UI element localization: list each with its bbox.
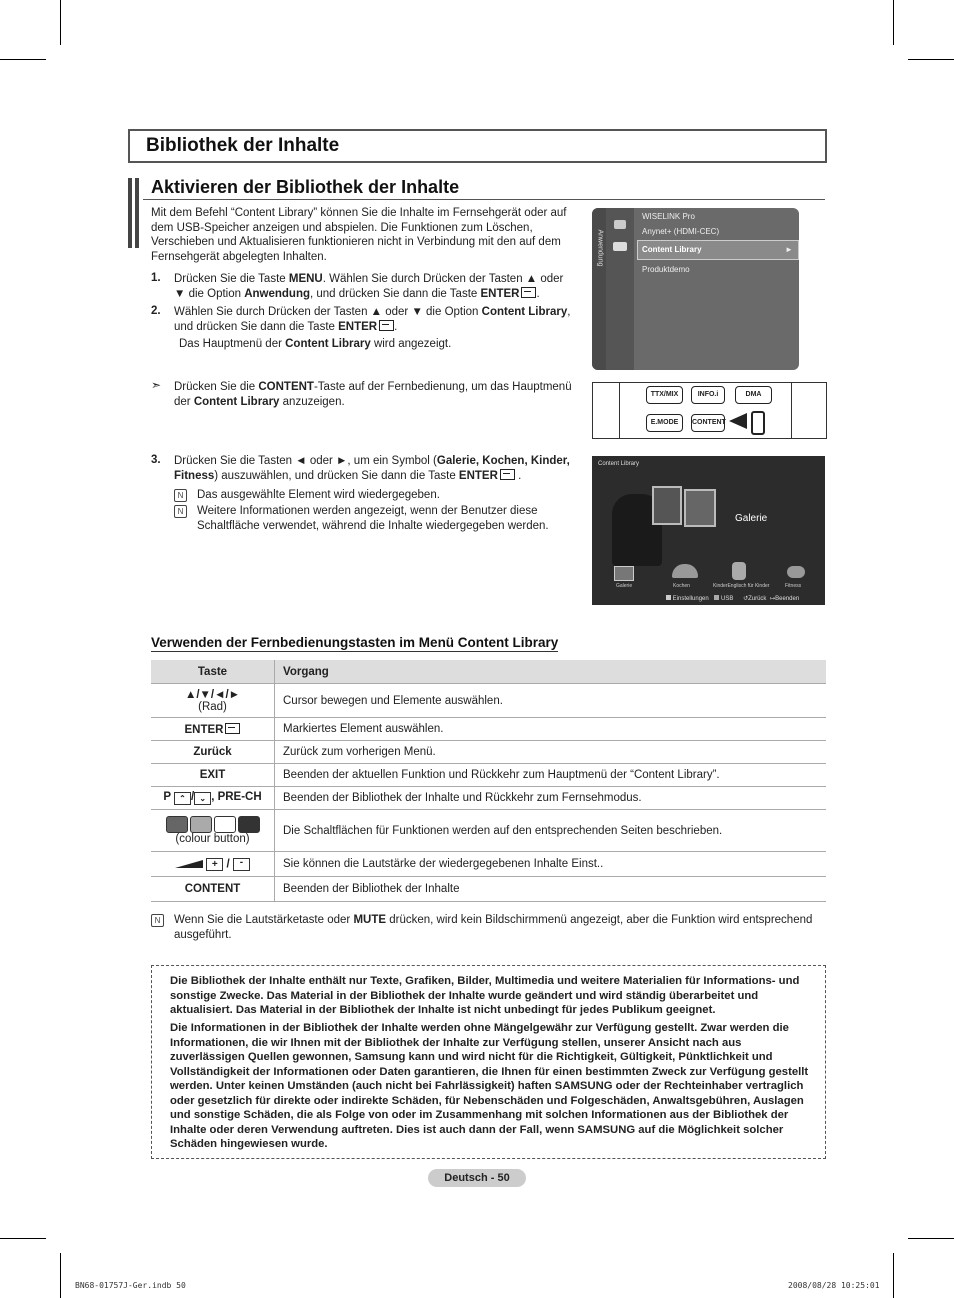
step-3-text: Drücken Sie die Tasten ◄ oder ►, um ein Symbol (Galerie, Kochen, Kinder, Fitness) auszuwählen, und drücken Sie dann die Taste ENTER . — [174, 455, 570, 482]
red-button-icon — [166, 816, 188, 833]
disclaimer-paragraph: Die Bibliothek der Inhalte enthält nur Texte, Grafiken, Bilder, Multimedia und weitere Materialien für Informations- und sonstige Zwecke. Das Material in der Bibliothek der Inhalte wurde geändert und wird ständig überarbeitet und aktualisiert. Das Material in der Bibliothek der Inhalte ist nicht unbedingt für jedes Publikum geeignet. — [170, 975, 800, 1016]
mute-note: N Wenn Sie die Lautstärketaste oder MUTE drücken, wird kein Bildschirmmenü angezeigt, aber die Funktion wird entsprechend ausgeführt. — [151, 913, 826, 928]
menu-arrow-icon: ► — [785, 245, 793, 254]
blue-square-icon — [714, 595, 719, 600]
info-button[interactable]: INFO.i — [691, 386, 725, 404]
return-icon: ↺ — [743, 596, 749, 602]
imprint-right: 2008/08/28 10:25:01 — [788, 1281, 880, 1290]
value-cell: Sie können die Lautstärke der wiedergegebenen Inhalte Einst.. — [275, 852, 827, 877]
note-item: N Das ausgewählte Element wird wiedergegeben. — [174, 488, 578, 503]
remote-key-table — [151, 660, 826, 902]
crop-mark — [0, 1238, 46, 1239]
step-number: 2. — [151, 305, 161, 317]
table-row — [151, 852, 826, 877]
section-divider — [143, 199, 825, 200]
note-icon: N — [174, 505, 187, 518]
enter-icon — [379, 320, 394, 331]
pointer-arrow-icon — [729, 413, 747, 429]
key-cell: EXIT — [151, 764, 275, 787]
section-title: Aktivieren der Bibliothek der Inhalte — [151, 177, 460, 197]
remote-control-illustration — [592, 382, 827, 439]
fitness-icon[interactable] — [787, 566, 805, 578]
gallery-frame-image — [684, 489, 716, 527]
key-cell: CONTENT — [151, 877, 275, 902]
key-cell: ▲/▼/◄/► (Rad) — [151, 684, 275, 718]
anwendung-menu-screenshot — [592, 208, 799, 370]
enter-icon — [521, 287, 536, 298]
menu-item[interactable]: WISELINK Pro — [642, 212, 695, 221]
cl-icon-label: KinderEnglisch für Kinder — [713, 583, 770, 589]
crop-mark — [908, 1238, 954, 1239]
key-cell: (colour button) — [151, 810, 275, 852]
menu-side-label: Anwendung — [596, 229, 604, 267]
green-button-icon — [190, 816, 212, 833]
blue-button-icon — [238, 816, 260, 833]
colour-buttons — [159, 816, 266, 833]
cl-bottom-bar: Einstellungen USB ↺Zurück ↦Beenden — [666, 595, 799, 602]
imprint-left: BN68-01757J-Ger.indb 50 — [75, 1281, 186, 1290]
step-number: 3. — [151, 454, 161, 466]
note-icon: N — [174, 489, 187, 502]
table-header-row — [151, 660, 826, 684]
table-row — [151, 764, 826, 787]
channel-down-icon: ⌄ — [194, 792, 211, 805]
table-row — [151, 787, 826, 810]
cl-header: Content Library — [598, 461, 640, 467]
value-cell: Cursor bewegen und Elemente auswählen. — [275, 684, 827, 718]
value-cell: Beenden der Bibliothek der Inhalte — [275, 877, 827, 902]
disclaimer-paragraph: Die Informationen in der Bibliothek der Inhalte werden ohne Mängelgewähr zur Verfügung gestellt. Zwar werden die Informationen, die wir Ihnen mit der Bibliothek der Inhalte zur Verfügung stellen, unserer Ansicht nach aus zuverlässigen Quellen gewonnen, Samsung kann und wird nicht für die Richtigkeit, Gültigkeit, Pünktlichkeit und Vollständigkeit der Informationen oder Daten garantieren, die Ihnen für einen bestimmten Zweck zur Verfügung gestellt werden. Unter keinen Umständen (auch nicht bei Fahrlässigkeit) haften SAMSUNG oder der Rechteinhaber vertraglich oder gesetzlich für direkte oder indirekte Schäden, für Nebenschäden und Folgeschäden, Anwaltsgebühren, Auslagen und sonstige Schäden, die als Folge von oder im Zusammenhang mit solchen Informationen aus der Bibliothek der Inhalte oder deren Verwendung auftreten. Dies ist auch dann der Fall, wenn SAMSUNG auf die Möglichkeit solcher Schäden hingewiesen wurde. — [170, 1022, 809, 1150]
volume-wedge-icon — [175, 860, 203, 868]
ttx-mix-button[interactable]: TTX/MIX — [646, 386, 683, 404]
crop-mark — [893, 1253, 894, 1298]
intro-text: Mit dem Befehl “Content Library” können Sie die Inhalte im Fernsehgerät oder auf dem USB-Speicher anzeigen und abspielen. Die Funktionen zum Löschen, Verschieben und Aktualisieren funktionieren nicht in Verbindung mit den auf dem Fernsehgerät abgelegten Inhalten. — [151, 207, 567, 263]
page-number-badge: Deutsch - 50 — [428, 1169, 526, 1187]
application-icon — [613, 242, 627, 251]
cl-icon-label: Fitness — [785, 583, 802, 589]
remote-edge — [619, 383, 620, 438]
step-number: 1. — [151, 272, 161, 284]
key-cell: + / - — [151, 852, 275, 877]
volume-down-icon: - — [233, 858, 250, 871]
enter-icon — [500, 469, 515, 480]
crop-mark — [60, 1253, 61, 1298]
page-title: Bibliothek der Inhalte — [146, 135, 340, 156]
menu-item[interactable]: Anynet+ (HDMI-CEC) — [642, 227, 720, 236]
table-row — [151, 684, 826, 718]
cl-icon-label: Kochen — [673, 583, 690, 589]
key-cell: Zurück — [151, 741, 275, 764]
value-cell: Beenden der aktuellen Funktion und Rückkehr zum Hauptmenü der “Content Library”. — [275, 764, 827, 787]
table-header-value: Vorgang — [275, 660, 827, 684]
table-row — [151, 810, 826, 852]
cl-icon-label: Galerie — [616, 583, 633, 589]
tip-text: Drücken Sie die CONTENT-Taste auf der Fernbedienung, um das Hauptmenü der Content Library anzuzeigen. — [174, 381, 572, 408]
value-cell: Markiertes Element auswählen. — [275, 718, 827, 741]
wrench-icon — [614, 220, 626, 229]
emode-button[interactable]: E.MODE — [646, 414, 683, 432]
channel-up-icon: ⌃ — [174, 792, 191, 805]
volume-up-icon: + — [206, 858, 223, 871]
tip-arrow-icon: ➣ — [151, 378, 162, 392]
menu-item[interactable]: Produktdemo — [642, 265, 690, 274]
kids-icon[interactable] — [732, 562, 746, 580]
pointer-bar-icon — [751, 411, 765, 435]
remote-edge — [791, 383, 792, 438]
disclaimer-box — [151, 965, 826, 1159]
table-row — [151, 877, 826, 902]
crop-mark — [0, 59, 46, 60]
table-row — [151, 741, 826, 764]
cooking-icon[interactable] — [672, 564, 698, 578]
key-cell: P ⌃ / ⌄ , PRE-CH — [151, 787, 275, 810]
value-cell: Die Schaltflächen für Funktionen werden auf den entsprechenden Seiten beschrieben. — [275, 810, 827, 852]
section-bar — [135, 178, 139, 248]
page-title-box — [128, 129, 827, 163]
menu-item-selected[interactable]: Content Library — [642, 245, 702, 254]
value-cell: Beenden der Bibliothek der Inhalte und Rückkehr zum Fernsehmodus. — [275, 787, 827, 810]
crop-mark — [60, 0, 61, 45]
content-library-screenshot — [592, 456, 825, 605]
table-row — [151, 718, 826, 741]
enter-icon — [225, 723, 240, 734]
green-square-icon — [666, 595, 671, 600]
gallery-frame-image — [652, 486, 682, 525]
menu-icon-column — [606, 208, 634, 370]
gallery-icon[interactable] — [614, 566, 634, 581]
yellow-button-icon — [214, 816, 236, 833]
note-icon: N — [151, 914, 164, 927]
content-button[interactable]: CONTENT — [691, 414, 725, 432]
step-1-text: Drücken Sie die Taste MENU. Wählen Sie durch Drücken der Tasten ▲ oder ▼ die Option Anwendung, und drücken Sie dann die Taste ENTER . — [174, 273, 564, 300]
section-bar — [128, 178, 132, 248]
crop-mark — [908, 59, 954, 60]
subsection-title: Verwenden der Fernbedienungstasten im Menü Content Library — [151, 635, 559, 650]
dma-button[interactable]: DMA — [735, 386, 772, 404]
key-cell: ENTER — [151, 718, 275, 741]
exit-icon: ↦ — [770, 596, 776, 602]
cl-selected-label: Galerie — [735, 513, 768, 524]
value-cell: Zurück zum vorherigen Menü. — [275, 741, 827, 764]
step-2-note: Das Hauptmenü der Content Library wird angezeigt. — [179, 338, 452, 350]
note-item: N Weitere Informationen werden angezeigt, wenn der Benutzer diese Schaltfläche verwendet, während die Inhalte wiedergegeben werden. — [174, 504, 578, 519]
crop-mark — [893, 0, 894, 45]
table-header-key: Taste — [151, 660, 275, 684]
step-2-text: Wählen Sie durch Drücken der Tasten ▲ oder ▼ die Option Content Library, und drücken Sie dann die Taste ENTER . — [174, 306, 571, 333]
